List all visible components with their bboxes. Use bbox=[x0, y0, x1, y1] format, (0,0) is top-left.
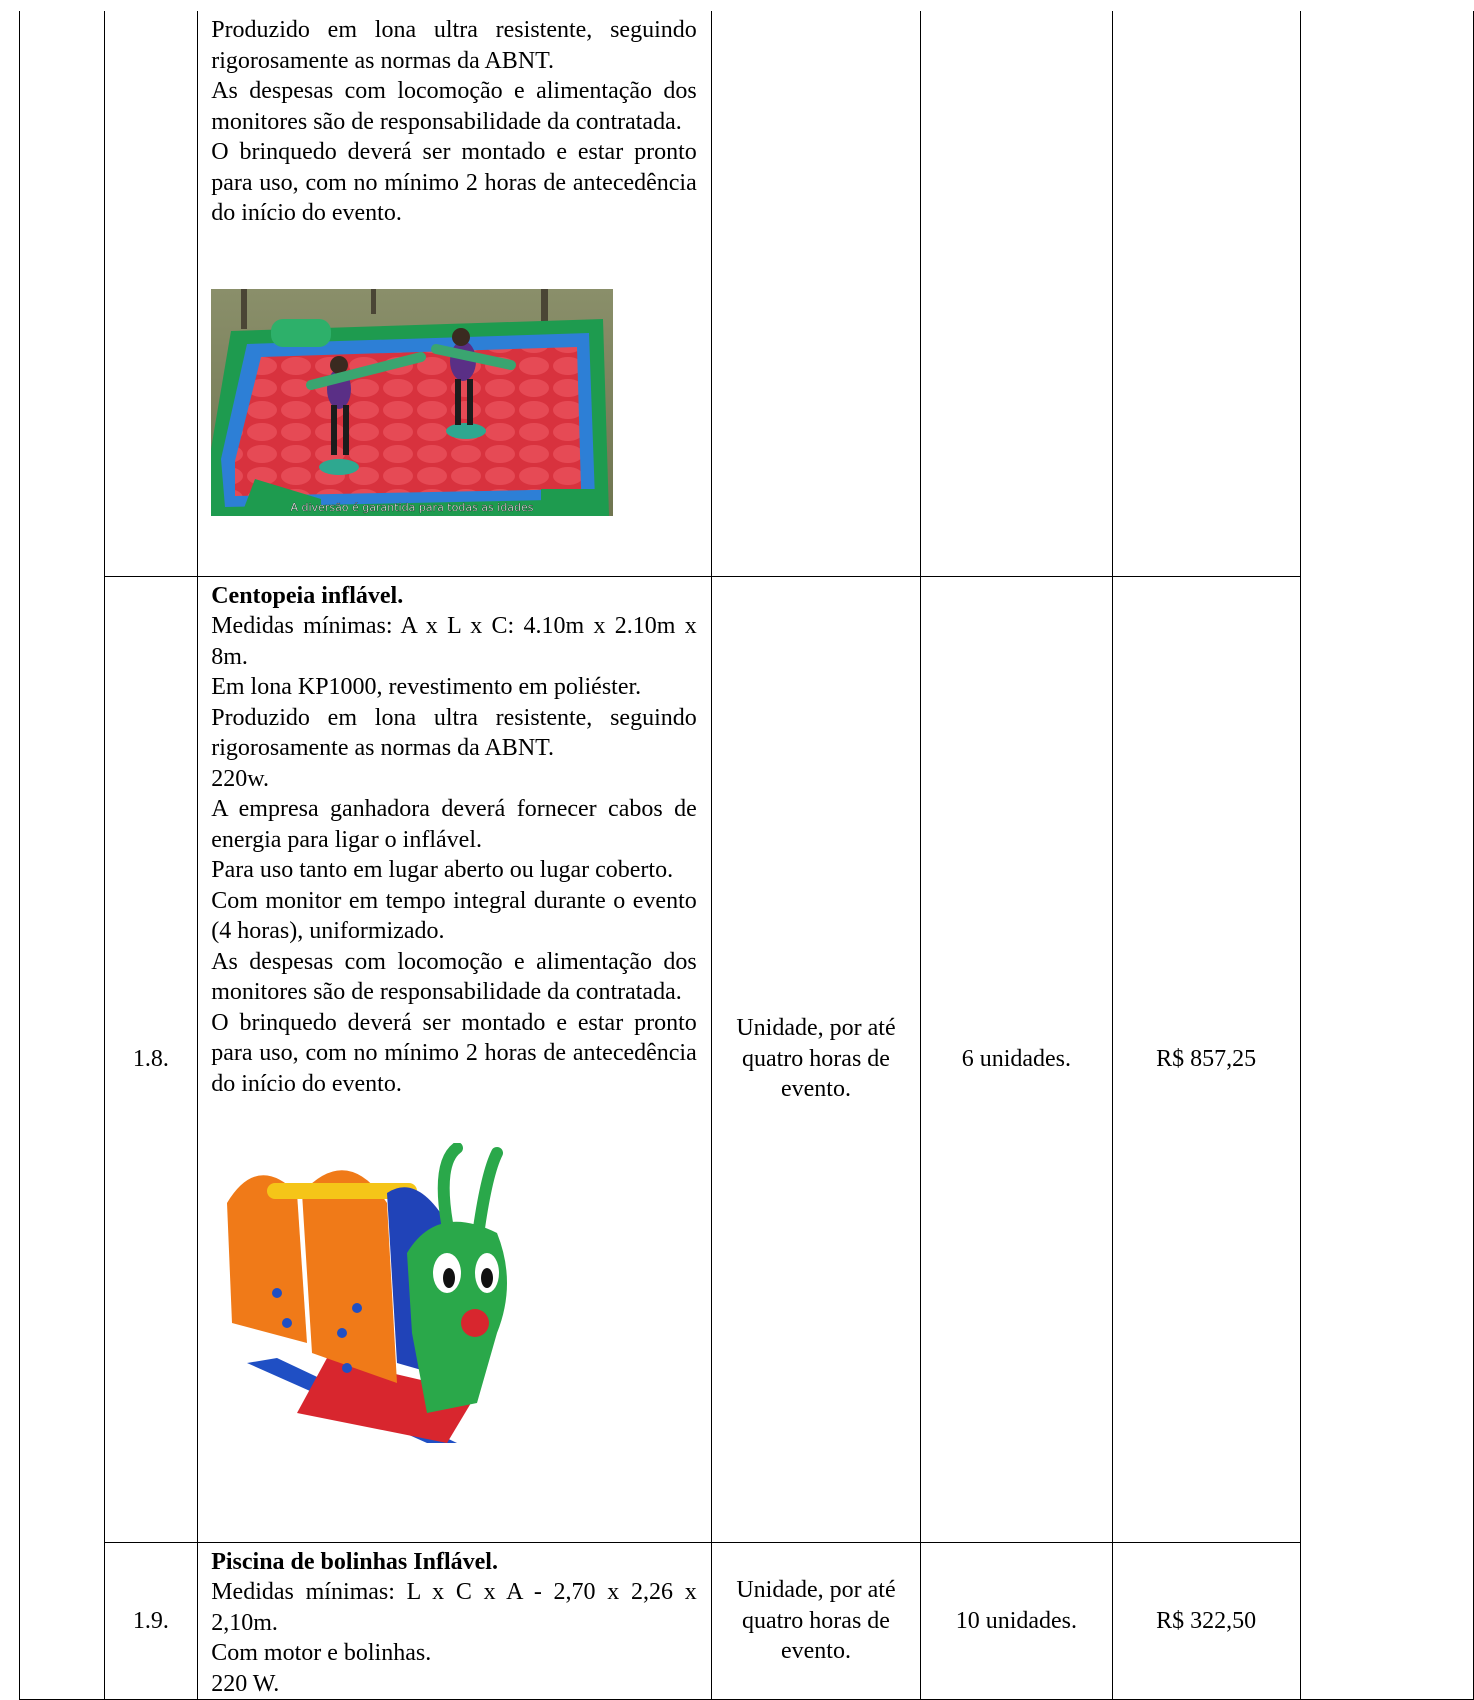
item-number: 1.8. bbox=[132, 1045, 169, 1072]
description-line: Produzido em lona ultra resistente, seguindo rigorosamente as normas da ABNT. bbox=[211, 704, 697, 761]
outer-left-cell bbox=[20, 11, 105, 1700]
price-cell bbox=[1112, 1542, 1300, 1700]
item-number: 1.9. bbox=[132, 1607, 169, 1634]
item-title: Piscina de bolinhas Inflável. bbox=[211, 1548, 498, 1575]
item-description-cell bbox=[198, 1542, 712, 1700]
quantity-cell bbox=[921, 1542, 1112, 1700]
price-text: R$ 857,25 bbox=[1156, 1045, 1257, 1072]
item-description-cell bbox=[198, 11, 712, 576]
quantity-cell bbox=[921, 11, 1112, 576]
description-line: 220 W. bbox=[211, 1670, 280, 1697]
caterpillar-inflatable-photo bbox=[217, 1143, 697, 1453]
table-row bbox=[20, 11, 1474, 576]
price-cell bbox=[1112, 11, 1300, 576]
item-table bbox=[19, 11, 1474, 1700]
unit-cell bbox=[711, 576, 920, 1542]
outer-right-cell bbox=[1300, 11, 1473, 1700]
description-line: Com monitor em tempo integral durante o evento (4 horas), uniformizado. bbox=[211, 887, 697, 944]
item-title: Centopeia inflável. bbox=[211, 582, 404, 609]
quantity-cell bbox=[921, 576, 1112, 1542]
arena-inflatable-photo bbox=[211, 289, 697, 516]
item-number-cell bbox=[104, 11, 198, 576]
description-line: O brinquedo deverá ser montado e estar pronto para uso, com no mínimo 2 horas de antecedência do início do evento. bbox=[211, 1009, 697, 1097]
description-line: O brinquedo deverá ser montado e estar pronto para uso, com no mínimo 2 horas de antecedência do início do evento. bbox=[211, 139, 697, 226]
unit-cell bbox=[711, 11, 920, 576]
unit-text: Unidade, por até quatro horas de evento. bbox=[736, 1015, 896, 1103]
table-row bbox=[20, 576, 1474, 1542]
price-text: R$ 322,50 bbox=[1156, 1607, 1257, 1634]
description-line: Medidas mínimas: L x C x A - 2,70 x 2,26 x 2,10m. bbox=[211, 1579, 697, 1636]
item-number-cell bbox=[104, 1542, 198, 1700]
photo-caption: A diversão é garantida para todas as idades bbox=[290, 500, 534, 514]
description-line: As despesas com locomoção e alimentação dos monitores são de responsabilidade da contratada. bbox=[211, 78, 697, 135]
unit-cell bbox=[711, 1542, 920, 1700]
table-row bbox=[20, 1542, 1474, 1700]
quantity-text: 6 unidades. bbox=[961, 1045, 1071, 1072]
description-line: As despesas com locomoção e alimentação dos monitores são de responsabilidade da contratada. bbox=[211, 948, 697, 1005]
price-cell bbox=[1112, 576, 1300, 1542]
description-line: 220w. bbox=[211, 765, 269, 792]
description-line: Para uso tanto em lugar aberto ou lugar coberto. bbox=[211, 857, 674, 883]
item-description-cell bbox=[198, 576, 712, 1542]
description-line: A empresa ganhadora deverá fornecer cabos de energia para ligar o inflável. bbox=[211, 796, 697, 853]
description-line: Produzido em lona ultra resistente, seguindo rigorosamente as normas da ABNT. bbox=[211, 17, 697, 74]
quantity-text: 10 unidades. bbox=[955, 1607, 1077, 1634]
description-line: Medidas mínimas: A x L x C: 4.10m x 2.10m x 8m. bbox=[211, 613, 697, 670]
description-line: Em lona KP1000, revestimento em poliéster. bbox=[211, 674, 642, 700]
unit-text: Unidade, por até quatro horas de evento. bbox=[736, 1577, 896, 1664]
item-number-cell bbox=[104, 576, 198, 1542]
description-line: Com motor e bolinhas. bbox=[211, 1640, 432, 1666]
